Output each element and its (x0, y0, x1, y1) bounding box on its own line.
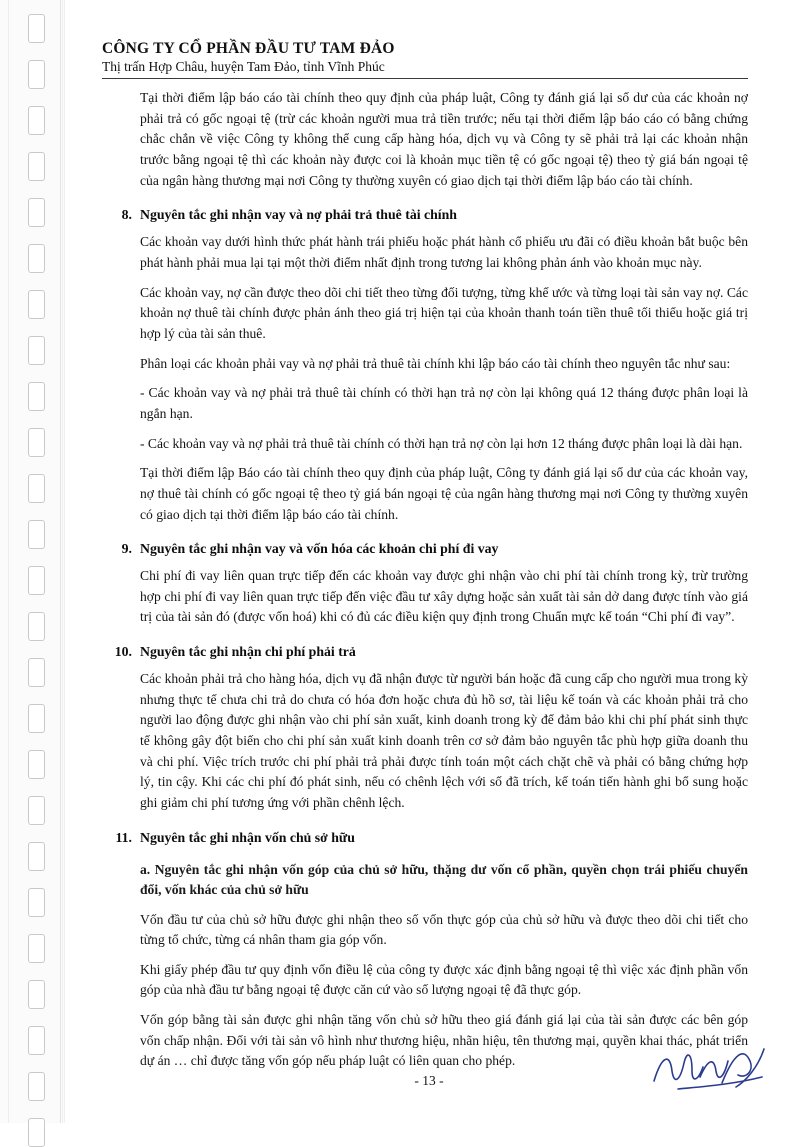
section-8-bullet-2: - Các khoản vay và nợ phải trả thuê tài chính có thời hạn trả nợ còn lại hơn 12 tháng được phân loại là dài hạn. (140, 435, 743, 451)
section-10 (102, 644, 748, 814)
page-footer (64, 1073, 794, 1089)
section-9-heading (102, 541, 748, 557)
punch-hole (28, 14, 45, 43)
punch-hole (28, 1072, 45, 1101)
section-8-paragraph-2: Các khoản vay, nợ cần được theo dõi chi tiết theo từng đối tượng, từng khế ước và từng loại tài sản vay nợ. Các khoản nợ thuê tài chính được phản ánh theo giá trị hiện tại của khoản thanh toán tiền thuê tối thiểu hoặc giá trị hợp lý của tài sản thuê. (140, 284, 748, 341)
punch-hole (28, 658, 45, 687)
punch-hole (28, 290, 45, 319)
binder-punch-holes (28, 14, 50, 1109)
punch-hole (28, 106, 45, 135)
section-8-title: Nguyên tắc ghi nhận vay và nợ phải trả thuê tài chính (140, 207, 457, 223)
punch-hole (28, 796, 45, 825)
section-10-paragraph-1: Các khoản phải trả cho hàng hóa, dịch vụ đã nhận được từ người bán hoặc đã cung cấp cho người mua trong kỳ nhưng thực tế chưa chi trả do chưa có hóa đơn hoặc chưa đủ hồ sơ, tài liệu kế toán và các khoản phải trả cho người lao động được ghi nhận vào chi phí sản xuất, kinh doanh trong kỳ để đảm bảo khi chi phí phát sinh thực tế không gây đột biến cho chi phí sản xuất kinh doanh trên cơ sở đảm bảo nguyên tắc phù hợp giữa doanh thu và chi phí. Việc trích trước chi phí phải trả phải được tính toán một cách chặt chẽ và phải có bằng chứng hợp lý, tin cậy. Khi các chi phí đó phát sinh, nếu có chênh lệch với số đã trích, kế toán tiến hành ghi bổ sung hoặc ghi giảm chi phí tương ứng với phần chênh lệch. (140, 671, 748, 811)
section-10-title: Nguyên tắc ghi nhận chi phí phải trả (140, 644, 356, 660)
section-8-bullet-1: - Các khoản vay và nợ phải trả thuê tài chính có thời hạn trả nợ còn lại không quá 12 tháng được phân loại là ngắn hạn. (140, 385, 748, 421)
section-11-number: 11. (115, 829, 132, 845)
punch-hole (28, 60, 45, 89)
scan-edge-line (60, 0, 61, 1123)
punch-hole (28, 1026, 45, 1055)
section-8-number: 8. (121, 207, 132, 223)
section-8-heading (102, 207, 748, 223)
punch-hole (28, 980, 45, 1009)
punch-hole (28, 888, 45, 917)
section-11 (102, 830, 748, 1072)
punch-hole (28, 934, 45, 963)
intro-paragraph: Tại thời điểm lập báo cáo tài chính theo quy định của pháp luật, Công ty đánh giá lại số dư của các khoản nợ phải trả có gốc ngoại tệ (trừ các khoản người mua trả tiền trước; nếu tại thời điểm lập báo cáo có bằng chứng chắc chắn về việc Công ty không thể cung cấp hàng hóa, dịch vụ và Công ty sẽ phải trả lại các khoản nhận trước bằng ngoại tệ thì các khoản này được coi là khoản mục tiền tệ có gốc ngoại tệ) theo tỷ giá bán ngoại tệ của ngân hàng thương mại nơi Công ty thường xuyên có giao dịch tại thời điểm lập báo cáo tài chính. (140, 90, 748, 188)
section-8-paragraph-3: Phân loại các khoản phải vay và nợ phải trả thuê tài chính khi lập báo cáo tài chính theo nguyên tắc như sau: (140, 355, 731, 371)
section-10-heading (102, 644, 748, 660)
section-9 (102, 541, 748, 628)
punch-hole (28, 520, 45, 549)
section-11-heading (102, 830, 748, 846)
punch-hole (28, 382, 45, 411)
punch-hole (28, 244, 45, 273)
section-11-title: Nguyên tắc ghi nhận vốn chủ sở hữu (140, 829, 355, 845)
letterhead (102, 40, 748, 79)
company-name: CÔNG TY CỔ PHẦN ĐẦU TƯ TAM ĐẢO (102, 40, 395, 57)
section-11-sub-heading: a. Nguyên tắc ghi nhận vốn góp của chủ sở hữu, thặng dư vốn cổ phần, quyền chọn trái phiếu chuyển đổi, vốn khác của chủ sở hữu (140, 861, 748, 898)
punch-hole (28, 198, 45, 227)
scan-edge-line (8, 0, 9, 1123)
punch-hole (28, 1118, 45, 1147)
page-number: - 13 - (414, 1073, 444, 1088)
punch-hole (28, 336, 45, 365)
section-10-number: 10. (114, 644, 132, 660)
section-11-paragraph-1: Vốn đầu tư của chủ sở hữu được ghi nhận theo số vốn thực góp của chủ sở hữu và được theo dõi chi tiết cho từng tổ chức, từng cá nhân tham gia góp vốn. (140, 911, 748, 948)
document-page (64, 0, 794, 1123)
punch-hole (28, 474, 45, 503)
section-9-number: 9. (121, 541, 132, 557)
scan-edge-line (62, 0, 63, 1123)
punch-hole (28, 750, 45, 779)
punch-hole (28, 704, 45, 733)
section-9-paragraph-1: Chi phí đi vay liên quan trực tiếp đến các khoản vay được ghi nhận vào chi phí tài chính trong kỳ, trừ trường hợp chi phí đi vay liên quan trực tiếp đến việc đầu tư xây dựng hoặc sản xuất tài sản dở dang được tính vào giá trị của tài sản đó (được vốn hoá) khi có đủ các điều kiện quy định trong Chuẩn mực kế toán “Chi phí đi vay”. (140, 568, 748, 625)
section-9-title: Nguyên tắc ghi nhận vay và vốn hóa các khoản chi phí đi vay (140, 541, 499, 557)
section-11-paragraph-2: Khi giấy phép đầu tư quy định vốn điều lệ của công ty được xác định bằng ngoại tệ thì việc xác định phần vốn góp của nhà đầu tư bằng ngoại tệ được căn cứ vào số lượng ngoại tệ đã thực góp. (140, 961, 748, 998)
section-8-closing: Tại thời điểm lập Báo cáo tài chính theo quy định của pháp luật, Công ty đánh giá lại số dư của các khoản vay, nợ thuê tài chính có gốc ngoại tệ theo tỷ giá bán ngoại tệ của ngân hàng thương mại nơi Công ty thường xuyên có giao dịch tại thời điểm lập báo cáo tài chính. (140, 465, 748, 522)
section-11-paragraph-3: Vốn góp bằng tài sản được ghi nhận tăng vốn chủ sở hữu theo giá đánh giá lại của tài sản được các bên góp vốn chấp nhận. Đối với tài sản vô hình như thương hiệu, nhãn hiệu, tên thương mại, quyền khai thác, phát triển dự án … chỉ được tăng vốn góp nếu pháp luật có liên quan cho phép. (140, 1012, 748, 1069)
section-8 (102, 207, 748, 525)
punch-hole (28, 152, 45, 181)
punch-hole (28, 566, 45, 595)
punch-hole (28, 612, 45, 641)
punch-hole (28, 428, 45, 457)
section-8-paragraph-1: Các khoản vay dưới hình thức phát hành trái phiếu hoặc phát hành cổ phiếu ưu đãi có điều khoản bắt buộc bên phát hành phải mua lại tại một thời điểm nhất định trong tương lai không phản ánh vào khoản mục này. (140, 234, 748, 270)
punch-hole (28, 842, 45, 871)
company-address: Thị trấn Hợp Châu, huyện Tam Đảo, tỉnh Vĩnh Phúc (102, 59, 748, 79)
